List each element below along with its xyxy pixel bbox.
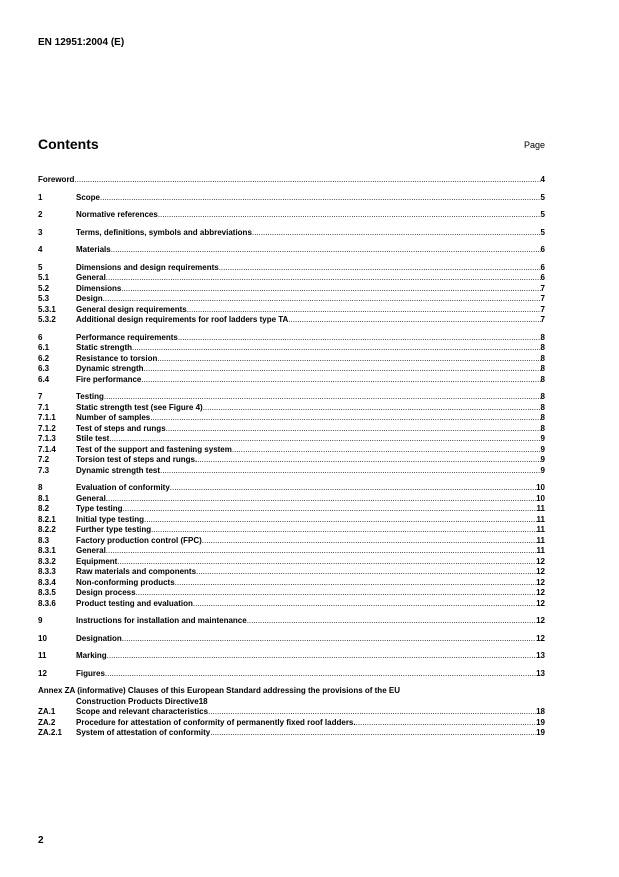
toc-entry-number: 8.3.5 xyxy=(38,588,56,597)
toc-entry-number: 7.3 xyxy=(38,465,50,475)
dot-leader xyxy=(106,494,536,505)
toc-entry[interactable] xyxy=(38,193,545,204)
dot-leader xyxy=(104,392,541,403)
toc-entry[interactable] xyxy=(38,284,545,295)
toc-entry-number: 5.3 xyxy=(38,294,50,303)
page-number: 2 xyxy=(38,835,44,846)
toc-entry-number: 7 xyxy=(38,392,43,401)
toc-entry-page: 5 xyxy=(540,210,545,219)
toc-entry-page: 8 xyxy=(540,364,545,373)
toc-entry[interactable] xyxy=(38,504,545,515)
toc-entry-title: Scope and relevant characteristics xyxy=(76,707,209,716)
dot-leader xyxy=(157,354,540,365)
toc-entry-title: Materials xyxy=(76,245,111,254)
toc-entry[interactable] xyxy=(38,536,545,547)
toc-entry-page: 10 xyxy=(536,493,545,503)
toc-entry[interactable] xyxy=(38,634,545,645)
toc-entry[interactable] xyxy=(38,333,545,344)
toc-entry-number: 8.2.2 xyxy=(38,525,56,534)
toc-entry[interactable] xyxy=(38,455,545,466)
annex-heading-page: 18 xyxy=(198,696,208,706)
toc-entry-title: Equipment xyxy=(76,556,118,566)
toc-entry-page: 11 xyxy=(536,546,545,555)
toc-entry[interactable] xyxy=(38,273,545,284)
toc-entry-number: 6.1 xyxy=(38,343,50,352)
toc-entry-title: System of attestation of conformity xyxy=(76,728,211,737)
toc-entry-page: 8 xyxy=(540,392,545,401)
toc-entry-number: ZA.1 xyxy=(38,707,56,716)
toc-entry-page: 8 xyxy=(540,423,545,433)
toc-entry[interactable] xyxy=(38,483,545,494)
dot-leader xyxy=(160,466,541,477)
toc-entry-title: Performance requirements xyxy=(76,332,178,342)
toc-entry-page: 6 xyxy=(540,262,545,272)
toc-entry-page: 11 xyxy=(536,535,545,545)
toc-entry-number: 12 xyxy=(38,668,47,678)
toc-entry-page: 9 xyxy=(540,444,545,454)
dot-leader xyxy=(122,634,536,645)
dot-leader xyxy=(170,483,536,494)
dot-leader xyxy=(150,413,540,424)
toc-entry[interactable] xyxy=(38,578,545,589)
dot-leader xyxy=(193,599,536,610)
toc-entry[interactable] xyxy=(38,364,545,375)
toc-entry[interactable] xyxy=(38,651,545,662)
toc-entry-number: 7.1.1 xyxy=(38,413,56,422)
toc-entry[interactable] xyxy=(38,707,545,718)
toc-entry-page: 12 xyxy=(536,577,545,587)
toc-entry-page: 9 xyxy=(540,434,545,443)
toc-entry-title: General xyxy=(76,546,106,555)
dot-leader xyxy=(132,343,541,354)
toc-entry-title: Initial type testing xyxy=(76,514,145,524)
toc-entry-page: 9 xyxy=(540,465,545,475)
toc-entry-title: Resistance to torsion xyxy=(76,353,158,363)
toc-entry-page: 19 xyxy=(536,728,545,737)
toc-entry[interactable] xyxy=(38,315,545,326)
toc-entry-page: 11 xyxy=(536,504,545,513)
toc-entry[interactable] xyxy=(38,403,545,414)
toc-entry-number: 5.1 xyxy=(38,273,50,282)
dot-leader xyxy=(123,504,537,515)
annex-heading-title: Construction Products Directive xyxy=(76,696,199,706)
toc-entry-title: Scope xyxy=(76,192,101,202)
dot-leader xyxy=(111,245,541,256)
toc-entry[interactable] xyxy=(38,567,545,578)
toc-entry-title: Figures xyxy=(76,668,105,678)
toc-entry-title: Fire performance xyxy=(76,374,142,384)
toc-entry-title: General xyxy=(76,273,106,282)
toc-entry-number: 5.3.2 xyxy=(38,315,56,324)
toc-entry-number: 8.3.4 xyxy=(38,577,56,587)
dot-leader xyxy=(232,445,541,456)
toc-entry[interactable] xyxy=(38,424,545,435)
toc-entry-page: 19 xyxy=(536,717,545,727)
toc-entry-number: 8.3.3 xyxy=(38,567,56,576)
toc-entry[interactable] xyxy=(38,343,545,354)
toc-entry-number: 7.1.2 xyxy=(38,423,56,433)
dot-leader xyxy=(106,546,537,557)
toc-entry-number: 8 xyxy=(38,483,43,492)
toc-entry[interactable] xyxy=(38,546,545,557)
toc-entry-number: 2 xyxy=(38,210,43,219)
toc-entry-title: Torsion test of steps and rungs. xyxy=(76,455,198,464)
toc-entry-page: 12 xyxy=(536,588,545,597)
dot-leader xyxy=(356,718,536,729)
toc-entry-title: Design xyxy=(76,294,103,303)
toc-entry[interactable] xyxy=(38,392,545,403)
toc-entry-title: Further type testing xyxy=(76,525,152,534)
toc-entry[interactable] xyxy=(38,599,545,610)
toc-entry-title: Evaluation of conformity xyxy=(76,483,170,492)
dot-leader xyxy=(178,333,541,344)
dot-leader xyxy=(144,515,537,526)
toc-entry[interactable] xyxy=(38,588,545,599)
toc-entry-title: General design requirements xyxy=(76,304,187,314)
toc-entry-title: Test of steps and rungs xyxy=(76,423,166,433)
dot-leader xyxy=(100,193,541,204)
toc-entry-title: Dimensions and design requirements xyxy=(76,262,219,272)
toc-entry-page: 13 xyxy=(536,651,545,660)
dot-leader xyxy=(105,669,536,680)
toc-entry-page: 12 xyxy=(536,616,545,625)
toc-entry-title: Type testing xyxy=(76,504,123,513)
toc-entry-number: 8.3.2 xyxy=(38,556,56,566)
toc-entry[interactable] xyxy=(38,434,545,445)
toc-entry-page: 18 xyxy=(536,707,545,716)
dot-leader xyxy=(203,403,541,414)
dot-leader xyxy=(187,305,541,316)
toc-entry-number: 8.3.1 xyxy=(38,546,56,555)
toc-entry[interactable] xyxy=(38,669,545,680)
toc-entry-title: Procedure for attestation of conformity of permanently fixed roof ladders. xyxy=(76,717,356,727)
toc-entry[interactable] xyxy=(38,557,545,568)
toc-entry-title: General xyxy=(76,493,106,503)
toc-entry[interactable] xyxy=(38,718,545,729)
toc-entry-page: 8 xyxy=(540,374,545,384)
toc-entry-number: 3 xyxy=(38,227,43,237)
toc-entry-title: Raw materials and components xyxy=(76,567,197,576)
toc-entry-page: 7 xyxy=(540,283,545,293)
toc-entry-page: 12 xyxy=(536,633,545,643)
page-title: Contents xyxy=(38,136,99,152)
dot-leader xyxy=(103,294,541,305)
toc-entry[interactable] xyxy=(38,354,545,365)
toc-entry-page: 8 xyxy=(540,332,545,342)
dot-leader xyxy=(210,728,536,739)
toc-entry[interactable] xyxy=(38,245,545,256)
toc-entry-number: 8.2 xyxy=(38,504,50,513)
dot-leader xyxy=(121,284,540,295)
toc-entry-title: Foreword xyxy=(38,175,75,184)
toc-entry[interactable] xyxy=(38,515,545,526)
toc-entry-page: 5 xyxy=(540,192,545,202)
toc-entry-title: Factory production control (FPC) xyxy=(76,535,202,545)
toc-entry[interactable] xyxy=(38,728,545,739)
toc-entry-title: Normative references xyxy=(76,210,158,219)
toc-entry-number: 4 xyxy=(38,245,43,254)
toc-entry-title: Non-conforming products xyxy=(76,577,175,587)
toc-entry-page: 4 xyxy=(540,175,545,184)
toc-entry-page: 13 xyxy=(536,668,545,678)
toc-entry[interactable] xyxy=(38,413,545,424)
toc-entry-number: 11 xyxy=(38,651,47,660)
toc-entry-title: Test of the support and fastening system xyxy=(76,444,232,454)
toc-entry-page: 8 xyxy=(540,413,545,422)
toc-entry-number: 5.3.1 xyxy=(38,304,56,314)
toc-entry[interactable] xyxy=(38,525,545,536)
dot-leader xyxy=(106,273,541,284)
toc-entry-page: 5 xyxy=(540,227,545,237)
toc-entry-number: 6.3 xyxy=(38,364,50,373)
toc-entry-number: 6.2 xyxy=(38,353,50,363)
dot-leader xyxy=(117,557,536,568)
dot-leader xyxy=(196,567,536,578)
toc-entry-page: 8 xyxy=(540,353,545,363)
toc-entry-number: 6 xyxy=(38,332,43,342)
dot-leader xyxy=(166,424,541,435)
dot-leader xyxy=(141,375,540,386)
toc-entry-number: 5.2 xyxy=(38,283,50,293)
toc-entry-number: 7.1.3 xyxy=(38,434,56,443)
toc-entry-page: 6 xyxy=(540,245,545,254)
toc-entry-title: Dynamic strength test xyxy=(76,465,161,475)
table-of-contents xyxy=(38,175,545,739)
toc-entry-number: 7.2 xyxy=(38,455,50,464)
toc-entry-title: Dimensions xyxy=(76,283,122,293)
toc-entry[interactable] xyxy=(38,294,545,305)
toc-entry-page: 10 xyxy=(536,483,545,492)
toc-entry-title: Number of samples xyxy=(76,413,151,422)
toc-entry-number: 8.3 xyxy=(38,535,50,545)
document-id: EN 12951:2004 (E) xyxy=(38,37,125,48)
dot-leader xyxy=(151,525,536,536)
toc-entry[interactable] xyxy=(38,445,545,456)
toc-entry[interactable] xyxy=(38,210,545,221)
toc-entry[interactable] xyxy=(38,616,545,627)
toc-entry-number: 7.1 xyxy=(38,402,50,412)
toc-entry-page: 11 xyxy=(536,525,545,534)
dot-leader xyxy=(74,175,540,186)
dot-leader xyxy=(202,536,537,547)
dot-leader xyxy=(136,588,537,599)
toc-entry-page: 7 xyxy=(540,315,545,324)
toc-entry[interactable] xyxy=(38,263,545,274)
toc-entry-title: Marking xyxy=(76,651,107,660)
dot-leader xyxy=(247,616,536,627)
dot-leader xyxy=(107,651,536,662)
toc-entry-page: 7 xyxy=(540,304,545,314)
toc-entry-page: 9 xyxy=(540,455,545,464)
dot-leader xyxy=(208,707,536,718)
toc-entry-number: 10 xyxy=(38,633,47,643)
dot-leader xyxy=(175,578,536,589)
toc-entry-title: Stile test xyxy=(76,434,110,443)
toc-entry[interactable] xyxy=(38,375,545,386)
toc-entry-page: 12 xyxy=(536,556,545,566)
toc-entry-title: Terms, definitions, symbols and abbreviations xyxy=(76,227,252,237)
toc-entry-number: 8.3.6 xyxy=(38,598,56,608)
toc-entry-page: 11 xyxy=(536,514,545,524)
toc-entry-number: 5 xyxy=(38,262,43,272)
dot-leader xyxy=(219,263,541,274)
toc-entry-page: 12 xyxy=(536,598,545,608)
toc-entry-title: Testing xyxy=(76,392,104,401)
toc-entry-title: Additional design requirements for roof ladders type TA xyxy=(76,315,289,324)
toc-entry-page: 6 xyxy=(540,273,545,282)
toc-entry-title: Instructions for installation and maintenance xyxy=(76,616,247,625)
toc-entry-number: ZA.2.1 xyxy=(38,728,63,737)
toc-entry-title: Product testing and evaluation xyxy=(76,598,193,608)
toc-entry-page: 8 xyxy=(540,402,545,412)
toc-entry-page: 8 xyxy=(540,343,545,352)
toc-entry[interactable] xyxy=(38,228,545,239)
toc-entry-number: 1 xyxy=(38,192,43,202)
toc-entry-page: 7 xyxy=(540,294,545,303)
toc-entry[interactable] xyxy=(38,175,545,186)
annex-heading-continuation[interactable] xyxy=(38,697,545,708)
dot-leader xyxy=(252,228,541,239)
toc-entry-number: 8.2.1 xyxy=(38,514,56,524)
dot-leader xyxy=(158,210,541,221)
toc-entry-title: Static strength xyxy=(76,343,133,352)
toc-entry-page: 12 xyxy=(536,567,545,576)
toc-entry-number: ZA.2 xyxy=(38,717,56,727)
toc-entry-number: 7.1.4 xyxy=(38,444,56,454)
toc-entry[interactable] xyxy=(38,305,545,316)
toc-entry-title: Dynamic strength xyxy=(76,364,144,373)
page-column-label: Page xyxy=(523,140,545,150)
toc-entry[interactable] xyxy=(38,466,545,477)
dot-leader xyxy=(144,364,541,375)
dot-leader xyxy=(109,434,540,445)
toc-entry-title: Designation xyxy=(76,633,122,643)
toc-entry-number: 6.4 xyxy=(38,374,50,384)
toc-entry-title: Design process xyxy=(76,588,136,597)
annex-heading[interactable]: Annex ZA (informative) Clauses of this European Standard addressing the provisions of the EU xyxy=(38,686,400,695)
toc-entry-title: Static strength test (see Figure 4) xyxy=(76,402,203,412)
toc-entry-number: 8.1 xyxy=(38,493,50,503)
toc-entry[interactable] xyxy=(38,494,545,505)
toc-entry-number: 9 xyxy=(38,616,43,625)
dot-leader xyxy=(288,315,540,326)
dot-leader xyxy=(197,455,540,466)
